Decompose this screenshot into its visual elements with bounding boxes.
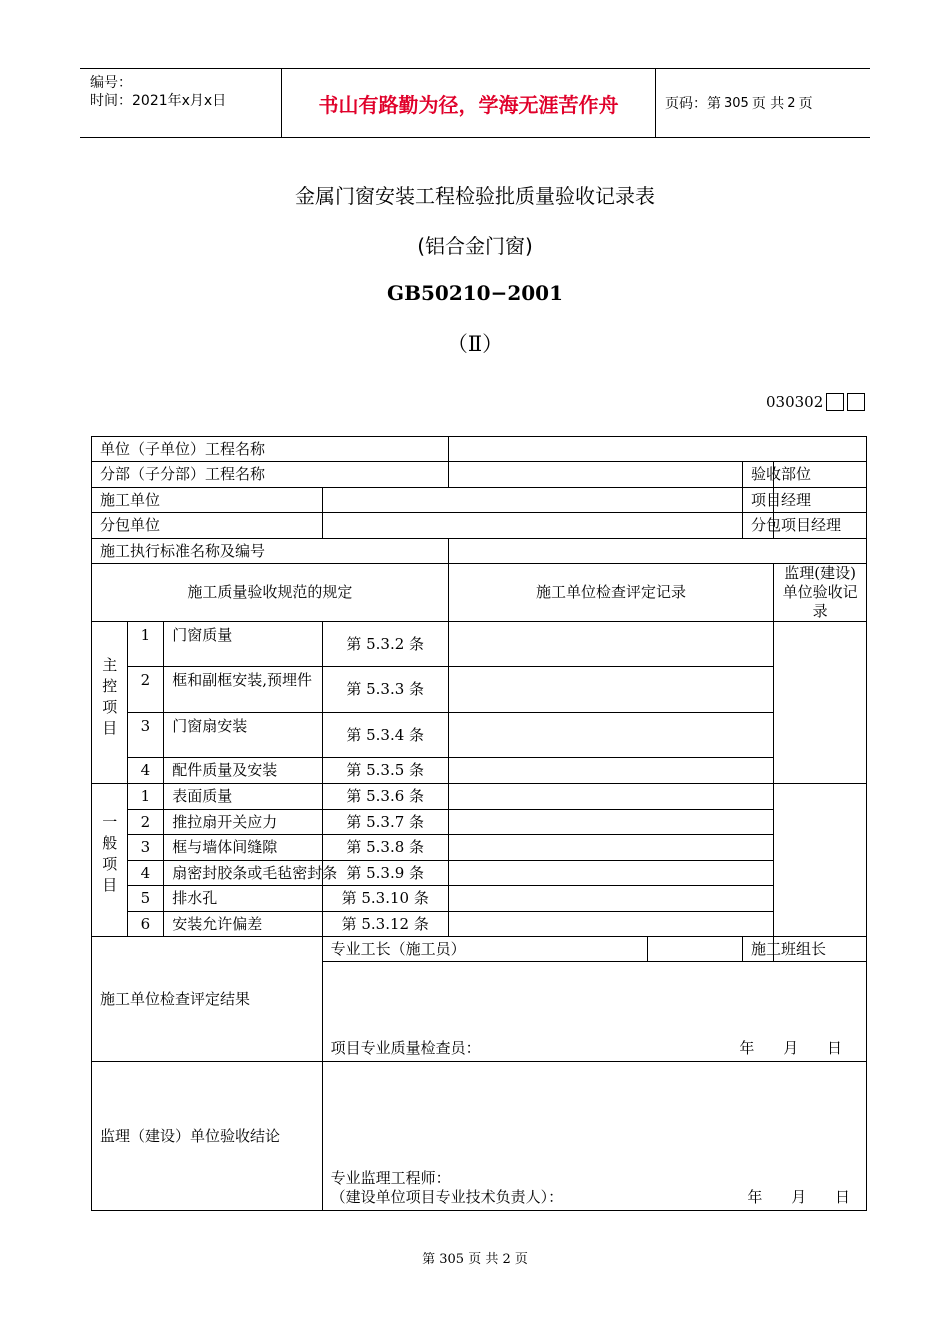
footer-prefix: 第 — [422, 1252, 436, 1267]
doc-standard: GB50210−2001 — [387, 281, 563, 305]
unit-name-value[interactable] — [448, 437, 866, 462]
doc-part: （Ⅱ） — [446, 332, 504, 356]
general-item-check[interactable] — [448, 784, 773, 810]
engineer-label: 专业监理工程师： — [330, 1169, 451, 1187]
general-item-clause: 第 5.3.8 条 — [322, 835, 448, 861]
foreman-label: 专业工长（施工员） — [322, 937, 648, 962]
general-item-check[interactable] — [448, 912, 773, 937]
project-manager-label: 项目经理 — [743, 488, 774, 513]
general-item-no: 1 — [127, 784, 164, 810]
result-month: 月 — [783, 1039, 799, 1057]
header-motto: 书山有路勤为径，学海无涯苦作舟 — [281, 69, 656, 137]
result-label: 施工单位检查评定结果 — [92, 937, 323, 1062]
doc-title: 金属门窗安装工程检验批质量验收记录表 — [295, 184, 655, 208]
conclusion-date — [723, 1188, 858, 1207]
general-item-name: 扇密封胶条或毛毡密封条 — [164, 861, 322, 886]
standard-value[interactable] — [448, 539, 866, 564]
conclusion-label: 监理（建设）单位验收结论 — [92, 1062, 323, 1211]
main-item-check[interactable] — [448, 713, 773, 758]
code-box-2 — [847, 393, 865, 411]
spec-header: 施工质量验收规范的规定 — [92, 564, 449, 622]
general-item-no: 2 — [127, 810, 164, 835]
general-item-clause: 第 5.3.9 条 — [322, 861, 448, 886]
sub-name-value[interactable] — [448, 462, 742, 488]
supervise-header: 监理(建设)单位验收记录 — [774, 564, 867, 622]
general-item-check[interactable] — [448, 861, 773, 886]
footer-total: 2 — [502, 1252, 511, 1267]
general-item-name: 安装允许偏差 — [164, 912, 322, 937]
general-item-check[interactable] — [448, 810, 773, 835]
main-items-label: 主控项目 — [92, 622, 128, 784]
general-item-clause: 第 5.3.6 条 — [322, 784, 448, 810]
header-page-info — [655, 69, 870, 137]
main-item-clause: 第 5.3.5 条 — [322, 758, 448, 784]
code-box-1 — [826, 393, 844, 411]
conclusion-day: 日 — [834, 1188, 850, 1206]
general-item-name: 排水孔 — [164, 886, 322, 912]
doc-subtitle: (铝合金门窗) — [417, 234, 533, 258]
main-item-name: 门窗质量 — [164, 622, 322, 667]
time-label: 时间：2021年x月x日 — [90, 93, 227, 109]
inspection-form — [91, 436, 867, 1211]
general-item-no: 6 — [127, 912, 164, 937]
header-meta — [80, 69, 281, 137]
standard-label: 施工执行标准名称及编号 — [92, 539, 449, 564]
main-items-supervise[interactable] — [774, 622, 867, 784]
foreman-value[interactable] — [648, 937, 743, 962]
general-item-check[interactable] — [448, 886, 773, 912]
construct-unit-label: 施工单位 — [92, 488, 323, 513]
result-date — [715, 1039, 858, 1058]
footer-page: 305 — [439, 1252, 465, 1267]
result-day: 日 — [826, 1039, 842, 1057]
general-item-no: 5 — [127, 886, 164, 912]
page-prefix: 页码：第 — [665, 96, 721, 112]
general-item-name: 推拉扇开关应力 — [164, 810, 322, 835]
sub-unit-value[interactable] — [322, 513, 742, 539]
result-year: 年 — [739, 1039, 755, 1057]
main-item-clause: 第 5.3.3 条 — [322, 667, 448, 713]
main-item-check[interactable] — [448, 667, 773, 713]
general-item-check[interactable] — [448, 835, 773, 861]
construct-unit-value[interactable] — [322, 488, 742, 513]
main-item-no: 3 — [127, 713, 164, 758]
form-code-text: 030302 — [766, 393, 824, 411]
general-item-no: 4 — [127, 861, 164, 886]
main-item-clause: 第 5.3.2 条 — [322, 622, 448, 667]
owner-rep-label: （建设单位项目专业技术负责人）： — [330, 1188, 564, 1206]
number-label: 编号： — [90, 75, 132, 91]
footer-mid: 页 共 — [468, 1252, 499, 1267]
form-code — [766, 393, 865, 411]
inspector-label: 项目专业质量检查员： — [330, 1039, 481, 1057]
general-items-label: 一般项目 — [92, 784, 128, 937]
page-header — [80, 68, 870, 138]
accept-dept-label: 验收部位 — [743, 462, 774, 488]
result-signature[interactable] — [322, 962, 866, 1062]
general-items-supervise[interactable] — [774, 784, 867, 937]
main-item-name: 门窗扇安装 — [164, 713, 322, 758]
main-item-check[interactable] — [448, 622, 773, 667]
main-item-no: 1 — [127, 622, 164, 667]
footer-suffix: 页 — [514, 1252, 528, 1267]
main-item-clause: 第 5.3.4 条 — [322, 713, 448, 758]
page-total: 2 — [787, 95, 796, 111]
general-item-clause: 第 5.3.12 条 — [322, 912, 448, 937]
sub-pm-label: 分包项目经理 — [743, 513, 774, 539]
main-item-name: 配件质量及安装 — [164, 758, 322, 784]
page-suffix: 页 — [798, 96, 813, 112]
general-item-name: 框与墙体间缝隙 — [164, 835, 322, 861]
general-item-no: 3 — [127, 835, 164, 861]
conclusion-year: 年 — [747, 1188, 763, 1206]
conclusion-signature[interactable] — [322, 1062, 866, 1211]
main-item-no: 4 — [127, 758, 164, 784]
sub-name-label: 分部（子分部）工程名称 — [92, 462, 449, 488]
sub-unit-label: 分包单位 — [92, 513, 323, 539]
page-footer — [0, 1248, 950, 1267]
check-header: 施工单位检查评定记录 — [448, 564, 773, 622]
unit-name-label: 单位（子单位）工程名称 — [92, 437, 449, 462]
conclusion-month: 月 — [791, 1188, 807, 1206]
general-item-name: 表面质量 — [164, 784, 322, 810]
main-item-name: 框和副框安装,预埋件 — [164, 667, 322, 713]
page-number: 305 — [724, 95, 749, 111]
team-leader-label: 施工班组长 — [743, 937, 774, 962]
main-item-check[interactable] — [448, 758, 773, 784]
general-item-clause: 第 5.3.10 条 — [322, 886, 448, 912]
general-item-clause: 第 5.3.7 条 — [322, 810, 448, 835]
main-item-no: 2 — [127, 667, 164, 713]
page-mid: 页 共 — [751, 96, 785, 112]
